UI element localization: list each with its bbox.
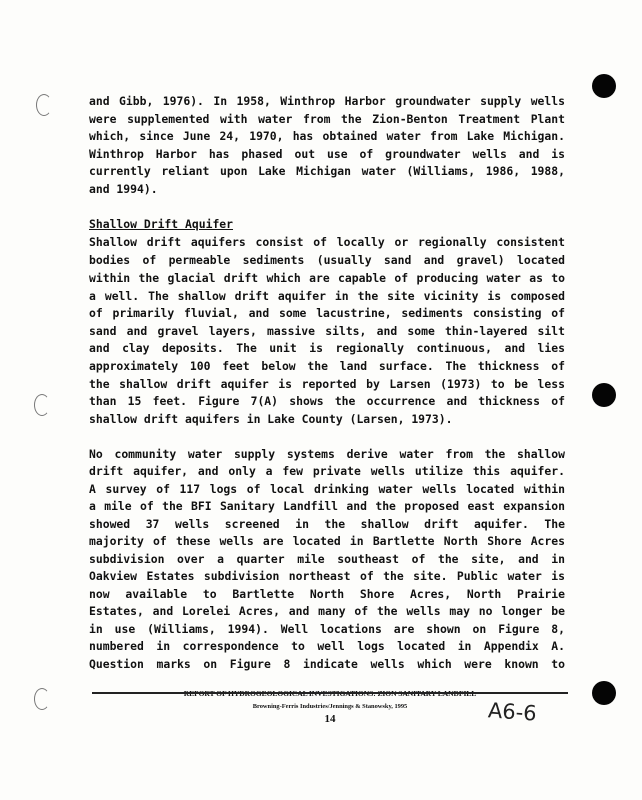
footer-subtitle: Browning-Ferris Industries/Jennings & Stanowsky, 1995 xyxy=(252,703,408,710)
text-line: which, since June 24, 1970, has obtained water from Lake Michigan. xyxy=(89,129,565,143)
handwritten-page-id: A6-6 xyxy=(487,698,538,726)
binder-ring-mark-middle xyxy=(34,394,50,416)
punch-hole-top xyxy=(592,74,616,98)
binder-ring-mark-top xyxy=(36,94,52,116)
text-line: bodies of permeable sediments (usually sand and gravel) located xyxy=(89,253,565,267)
text-line: and Gibb, 1976). In 1958, Winthrop Harbor groundwater supply wells xyxy=(89,94,565,108)
section-heading: Shallow Drift Aquifer xyxy=(89,217,234,231)
footer-rule xyxy=(92,692,568,694)
text-line: A survey of 117 logs of local drinking water wells located within xyxy=(89,482,565,496)
binder-ring-mark-bottom xyxy=(34,688,50,710)
page-number: 14 xyxy=(324,713,336,725)
text-line: the shallow drift aquifer is reported by Larsen (1973) to be less xyxy=(89,377,565,391)
punch-hole-bottom xyxy=(592,681,616,705)
text-line: and 1994). xyxy=(89,182,158,196)
text-line: of primarily fluvial, and some lacustrine, sediments consisting of xyxy=(89,306,565,320)
text-line: majority of these wells are located in Bartlette North Shore Acres xyxy=(89,534,565,548)
text-line: Question marks on Figure 8 indicate wells which were known to xyxy=(89,657,565,671)
text-line: subdivision over a quarter mile southeast of the site, and in xyxy=(89,552,565,566)
text-line: and clay deposits. The unit is regionally continuous, and lies xyxy=(89,341,565,355)
text-line: within the glacial drift which are capable of producing water as to xyxy=(89,271,565,285)
text-line: than 15 feet. Figure 7(A) shows the occurrence and thickness of xyxy=(89,394,565,408)
text-line: numbered in correspondence to well logs located in Appendix A. xyxy=(89,639,565,653)
text-line: Shallow drift aquifers consist of locally or regionally consistent xyxy=(89,235,565,249)
footer-title: REPORT OF HYDROGEOLOGICAL INVESTIGATIONS: ZION SANITARY LANDFILL xyxy=(183,689,477,698)
text-line: Estates, and Lorelei Acres, and many of the wells may no longer be xyxy=(89,604,565,618)
text-line: No community water supply systems derive water from the shallow xyxy=(89,447,565,461)
text-line: Oakview Estates subdivision northeast of the site. Public water is xyxy=(89,569,565,583)
text-line: drift aquifer, and only a few private wells utilize this aquifer. xyxy=(89,464,565,478)
text-line: Winthrop Harbor has phased out use of groundwater wells and is xyxy=(89,147,565,161)
punch-hole-middle xyxy=(592,383,616,407)
text-line: showed 37 wells screened in the shallow drift aquifer. The xyxy=(89,517,565,531)
text-line: now available to Bartlette North Shore Acres, North Prairie xyxy=(89,587,565,601)
text-line: in use (Williams, 1994). Well locations are shown on Figure 8, xyxy=(89,622,565,636)
text-line: currently reliant upon Lake Michigan water (Williams, 1986, 1988, xyxy=(89,164,565,178)
text-line: sand and gravel layers, massive silts, and some thin-layered silt xyxy=(89,324,565,338)
text-line: approximately 100 feet below the land surface. The thickness of xyxy=(89,359,565,373)
text-line: a well. The shallow drift aquifer in the site vicinity is composed xyxy=(89,289,565,303)
text-line: shallow drift aquifers in Lake County (Larsen, 1973). xyxy=(89,412,453,426)
text-line: a mile of the BFI Sanitary Landfill and the proposed east expansion xyxy=(89,499,565,513)
text-line: were supplemented with water from the Zion-Benton Treatment Plant xyxy=(89,112,565,126)
